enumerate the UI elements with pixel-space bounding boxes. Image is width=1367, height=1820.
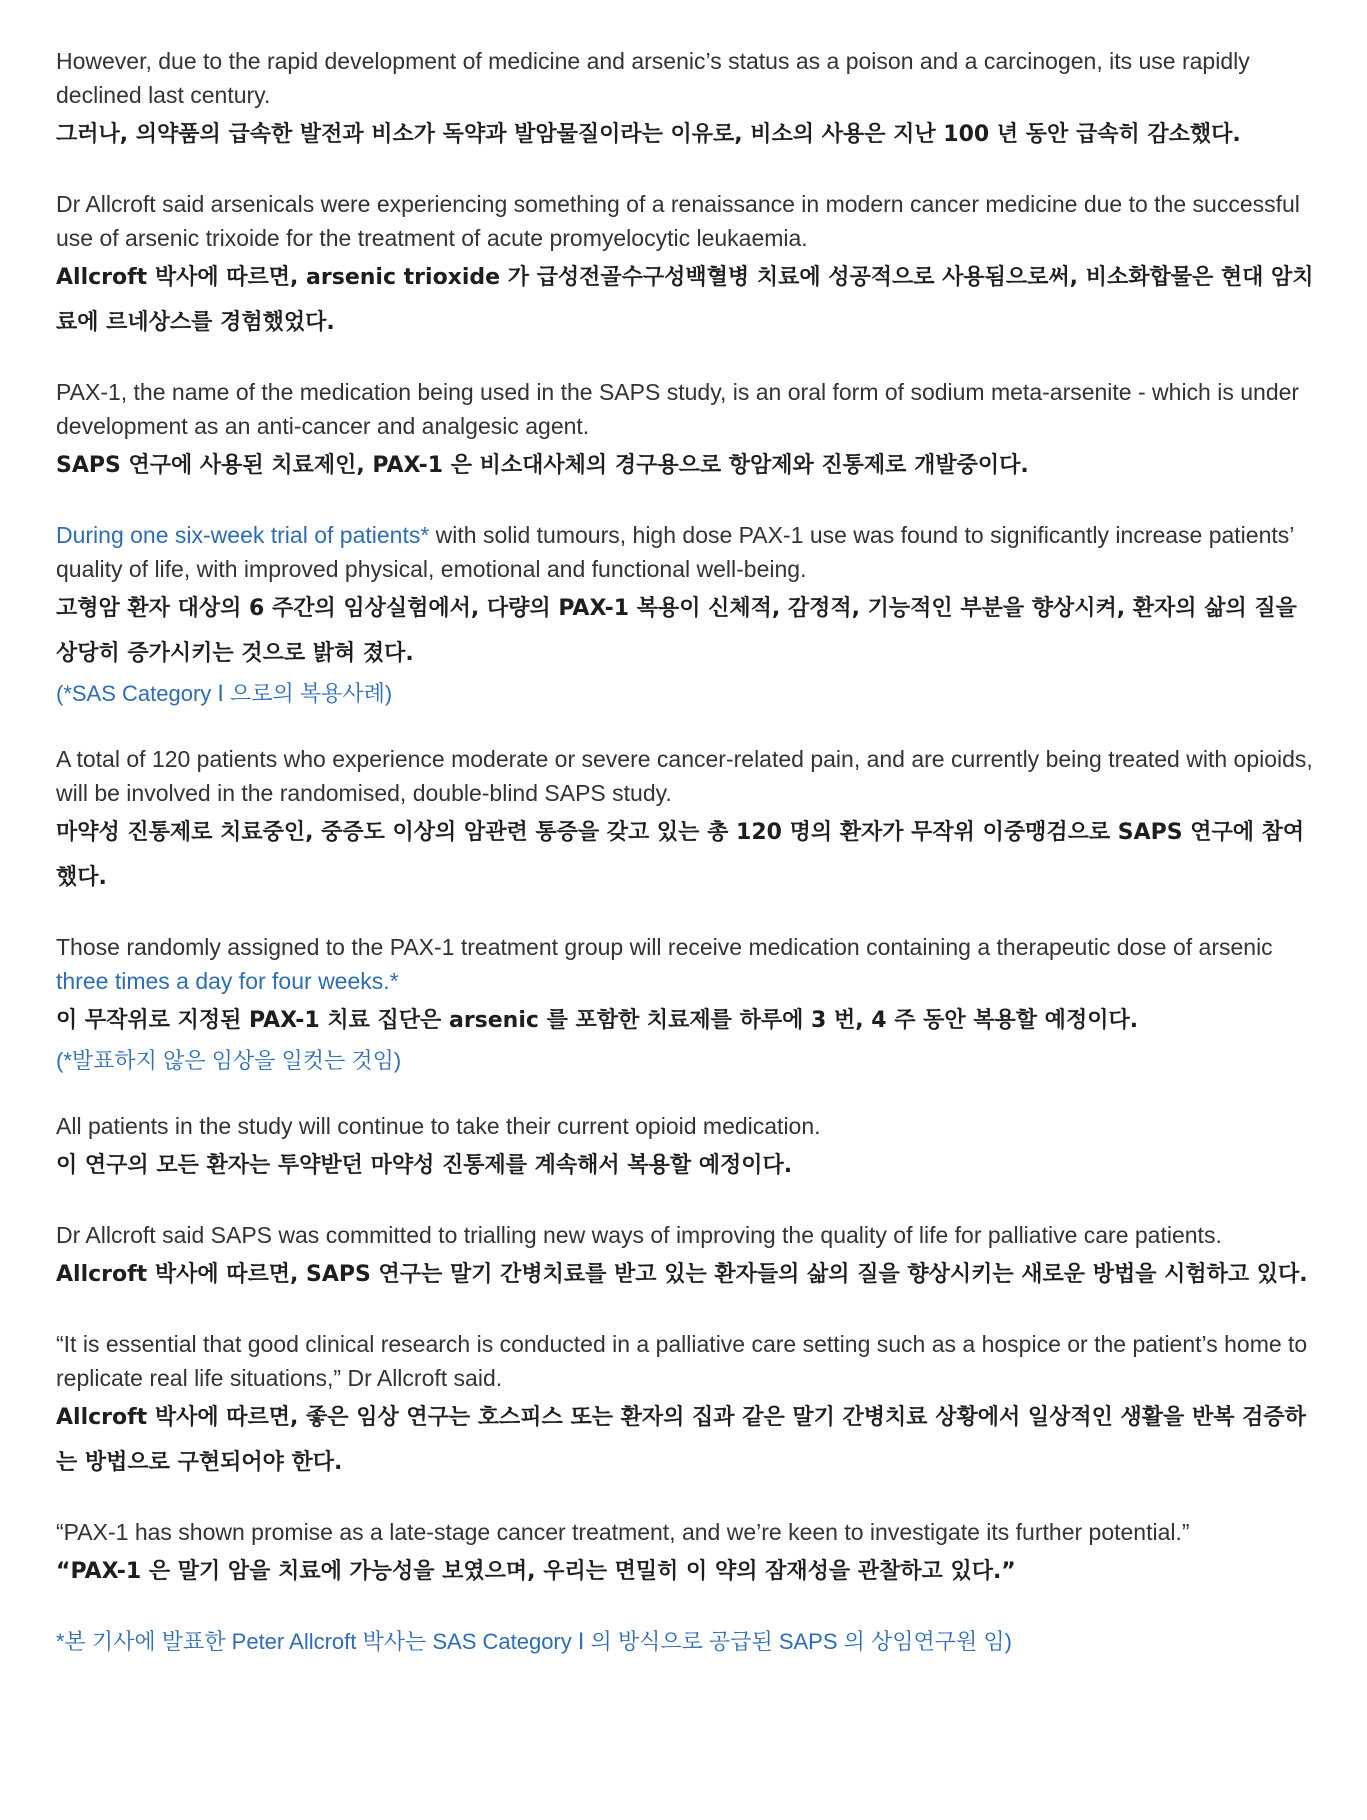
paragraph-6-korean: 이 무작위로 지정된 PAX-1 치료 집단은 arsenic 를 포함한 치료제를 하루에 3 번, 4 주 동안 복용할 예정이다. [56,1008,1139,1033]
paragraph-4-note: (*SAS Category Ⅰ 으로의 복용사례) [56,681,393,706]
paragraph-3-korean: SAPS 연구에 사용된 치료제인, PAX-1 은 비소대사체의 경구용으로 항암제와 진통제로 개발중이다. [56,453,1029,478]
paragraph-4 [56,518,1316,712]
footnote-text: *본 기사에 발표한 Peter Allcroft 박사는 SAS Category Ⅰ 의 방식으로 공급된 SAPS 의 상임연구원 임) [56,1629,1012,1654]
paragraph-2-english: Dr Allcroft said arsenicals were experiencing something of a renaissance in modern cancer medicine due to the successful use of arsenic trixoide for the treatment of acute promyelocytic leukaemia. [56,191,1300,251]
paragraph-8-english: Dr Allcroft said SAPS was committed to trialling new ways of improving the quality of life for palliative care patients. [56,1222,1222,1248]
paragraph-2-korean: Allcroft 박사에 따르면, arsenic trioxide 가 급성전골수구성백혈병 치료에 성공적으로 사용됨으로써, 비소화합물은 현대 암치료에 르네상스를 경험했었다. [56,265,1314,335]
paragraph-10-korean: “PAX-1 은 말기 암을 치료에 가능성을 보였으며, 우리는 면밀히 이 약의 잠재성을 관찰하고 있다.” [56,1559,1016,1584]
paragraph-9-english: “It is essential that good clinical research is conducted in a palliative care setting such as a hospice or the patient’s home to replicate real life situations,” Dr Allcroft said. [56,1331,1308,1391]
paragraph-10-english: “PAX-1 has shown promise as a late-stage cancer treatment, and we’re keen to investigate its further potential.” [56,1519,1190,1545]
document-page [56,44,1316,1690]
paragraph-3-english: PAX-1, the name of the medication being used in the SAPS study, is an oral form of sodium meta-arsenite - which is under development as an anti-cancer and analgesic agent. [56,379,1300,439]
footnote [56,1624,1316,1660]
paragraph-2 [56,187,1316,345]
paragraph-6-english-start: Those randomly assigned to the PAX-1 treatment group will receive medication containing a therapeutic dose of arsenic [56,934,1273,960]
paragraph-1-korean: 그러나, 의약품의 급속한 발전과 비소가 독약과 발암물질이라는 이유로, 비소의 사용은 지난 100 년 동안 급속히 감소했다. [56,122,1241,147]
paragraph-5 [56,742,1316,900]
paragraph-3 [56,375,1316,488]
paragraph-8 [56,1218,1316,1297]
paragraph-4-english [56,518,1316,586]
paragraph-5-korean: 마약성 진통제로 치료중인, 중증도 이상의 암관련 통증을 갖고 있는 총 120 명의 환자가 무작위 이중맹검으로 SAPS 연구에 참여했다. [56,820,1305,890]
trial-highlight: During one six-week trial of patients* [56,522,430,548]
paragraph-1 [56,44,1316,157]
paragraph-6-note: (*발표하지 않은 임상을 일컷는 것임) [56,1048,402,1073]
paragraph-5-english: A total of 120 patients who experience moderate or severe cancer-related pain, and are currently being treated with opioids, will be involved in the randomised, double-blind SAPS study. [56,746,1313,806]
dosage-highlight: three times a day for four weeks.* [56,968,399,994]
paragraph-4-english-rest: with solid tumours, high dose PAX-1 use was found to significantly increase patients’ quality of life, with improved physical, emotional and functional well-being. [56,522,1294,582]
paragraph-7 [56,1109,1316,1188]
paragraph-1-english: However, due to the rapid development of medicine and arsenic’s status as a poison and a carcinogen, its use rapidly declined last century. [56,48,1250,108]
paragraph-8-korean: Allcroft 박사에 따르면, SAPS 연구는 말기 간병치료를 받고 있는 환자들의 삶의 질을 향상시키는 새로운 방법을 시험하고 있다. [56,1262,1308,1287]
paragraph-6 [56,930,1316,1079]
paragraph-7-korean: 이 연구의 모든 환자는 투약받던 마약성 진통제를 계속해서 복용할 예정이다. [56,1153,793,1178]
paragraph-7-english: All patients in the study will continue to take their current opioid medication. [56,1113,821,1139]
paragraph-9 [56,1327,1316,1485]
paragraph-9-korean: Allcroft 박사에 따르면, 좋은 임상 연구는 호스피스 또는 환자의 집과 같은 말기 간병치료 상황에서 일상적인 생활을 반복 검증하는 방법으로 구현되어야 한다. [56,1405,1306,1475]
paragraph-10 [56,1515,1316,1594]
paragraph-6-english [56,930,1316,998]
paragraph-4-korean: 고형암 환자 대상의 6 주간의 임상실험에서, 다량의 PAX-1 복용이 신체적, 감정적, 기능적인 부분을 향상시켜, 환자의 삶의 질을 상당히 증가시키는 것으로 밝혀 졌다. [56,596,1297,666]
